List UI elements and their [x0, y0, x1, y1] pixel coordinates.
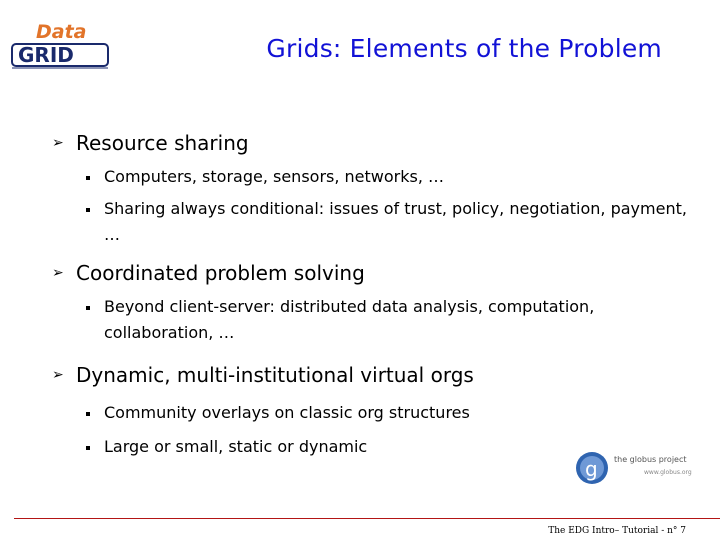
square-bullet-icon	[86, 208, 90, 212]
square-bullet-icon	[86, 446, 90, 450]
arrow-bullet-icon: ➢	[52, 135, 64, 151]
square-bullet-icon	[86, 176, 90, 180]
square-bullet-icon	[86, 306, 90, 310]
arrow-bullet-icon: ➢	[52, 265, 64, 281]
svg-text:g: g	[585, 457, 598, 481]
footer-divider	[14, 518, 720, 519]
bullet-section	[52, 360, 692, 460]
bullet-level-2: Large or small, static or dynamic	[86, 434, 692, 460]
square-bullet-icon	[86, 412, 90, 416]
svg-text:Data: Data	[36, 21, 87, 43]
svg-text:www.globus.org: www.globus.org	[644, 469, 692, 476]
svg-text:the globus project: the globus project	[614, 455, 687, 464]
bullet-level-1: ➢ Resource sharing	[52, 128, 692, 158]
globus-logo	[570, 448, 700, 488]
bullet-level-2: Community overlays on classic org structures	[86, 400, 692, 426]
svg-text:GRID: GRID	[18, 43, 74, 67]
datagrid-logo	[10, 20, 110, 70]
bullet-level-2: Computers, storage, sensors, networks, …	[86, 164, 692, 190]
slide-title: Grids: Elements of the Problem	[266, 34, 662, 63]
arrow-bullet-icon: ➢	[52, 367, 64, 383]
bullet-level-1: ➢ Coordinated problem solving	[52, 258, 692, 288]
bullet-level-1: ➢ Dynamic, multi-institutional virtual orgs	[52, 360, 692, 390]
bullet-section	[52, 258, 692, 346]
bullet-section	[52, 128, 692, 248]
footer-caption: The EDG Intro– Tutorial - n° 7	[548, 526, 686, 536]
bullet-list	[52, 128, 692, 460]
bullet-level-2: Beyond client-server: distributed data analysis, computation, collaboration, …	[86, 294, 692, 346]
bullet-level-2: Sharing always conditional: issues of trust, policy, negotiation, payment, …	[86, 196, 692, 248]
